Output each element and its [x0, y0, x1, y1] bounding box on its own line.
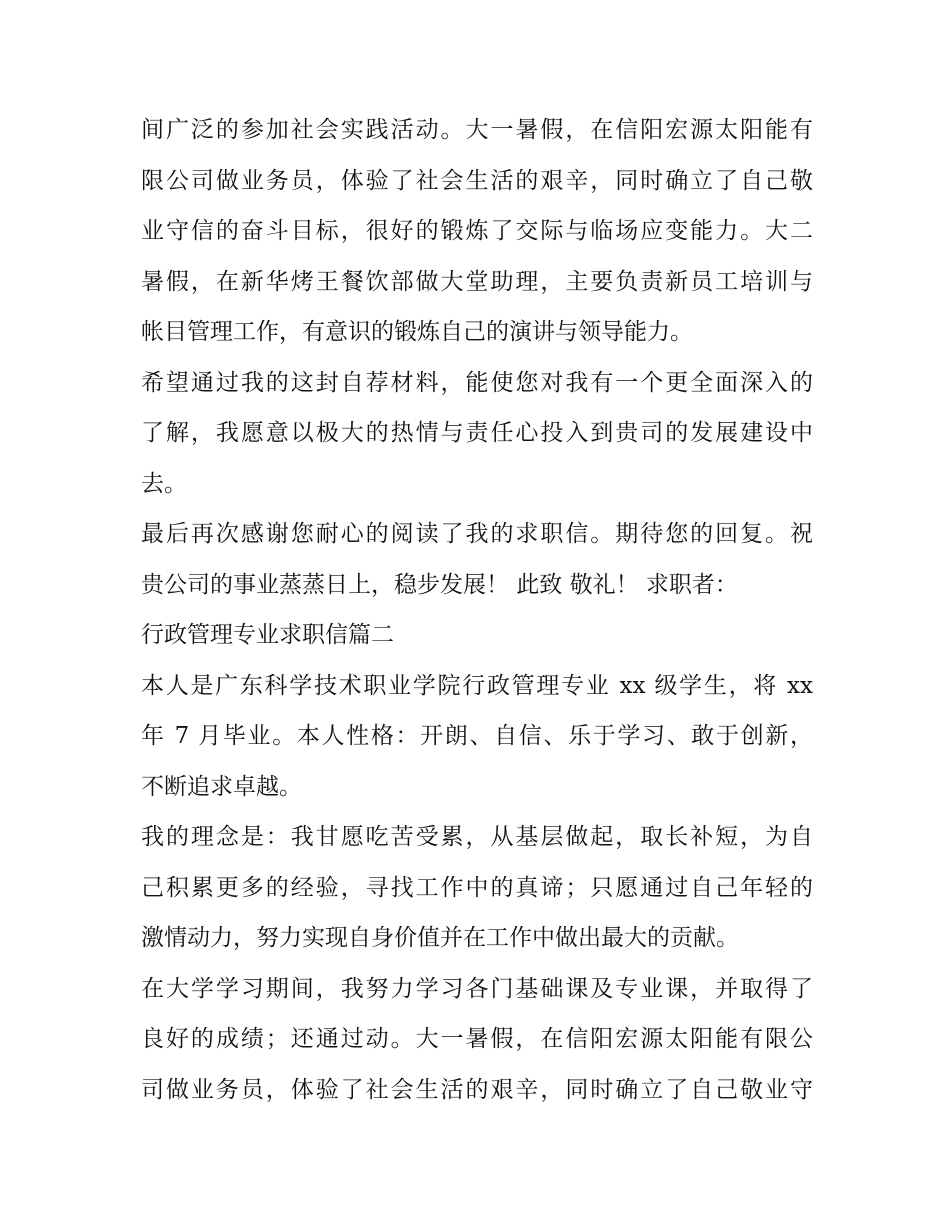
text-line: 年 7 月毕业。本人性格：开朗、自信、乐于学习、敢于创新， — [141, 723, 813, 749]
text-line: 在大学学习期间，我努力学习各门基础课及专业课，并取得了 — [141, 975, 813, 1002]
text-line: 良好的成绩；还通过动。大一暑假，在信阳宏源太阳能有限公 — [141, 1026, 813, 1052]
text-line: 了解，我愿意以极大的热情与责任心投入到贵司的发展建设中 — [141, 420, 813, 446]
text-line: 不断追求卓越。 — [141, 773, 302, 800]
text-line: 最后再次感谢您耐心的阅读了我的求职信。期待您的回复。祝 — [141, 521, 813, 547]
text-line: 己积累更多的经验，寻找工作中的真谛；只愿通过自己年轻的 — [141, 874, 813, 901]
text-line: 贵公司的事业蒸蒸日上，稳步发展！ 此致 敬礼！ 求职者： — [141, 571, 738, 598]
text-line: 帐目管理工作，有意识的锻炼自己的演讲与领导能力。 — [141, 319, 693, 345]
text-line: 间广泛的参加社会实践活动。大一暑假，在信阳宏源太阳能有 — [141, 117, 813, 143]
text-line: 业守信的奋斗目标，很好的锻炼了交际与临场应变能力。大二 — [141, 218, 813, 244]
text-line: 我的理念是：我甘愿吃苦受累，从基层做起，取长补短，为自 — [141, 824, 813, 850]
section-heading: 行政管理专业求职信篇二 — [141, 622, 394, 648]
text-line: 暑假，在新华烤王餐饮部做大堂助理，主要负责新员工培训与 — [141, 268, 813, 295]
text-line: 本人是广东科学技术职业学院行政管理专业 xx 级学生，将 xx — [141, 672, 813, 699]
text-line: 司做业务员，体验了社会生活的艰辛，同时确立了自己敬业守 — [141, 1076, 813, 1103]
text-line: 希望通过我的这封自荐材料，能使您对我有一个更全面深入的 — [141, 369, 813, 396]
text-line: 去。 — [141, 470, 187, 497]
body-text — [141, 105, 813, 1115]
text-line: 激情动力，努力实现自身价值并在工作中做出最大的贡献。 — [141, 925, 739, 951]
text-line: 限公司做业务员，体验了社会生活的艰辛，同时确立了自己敬 — [141, 167, 813, 194]
